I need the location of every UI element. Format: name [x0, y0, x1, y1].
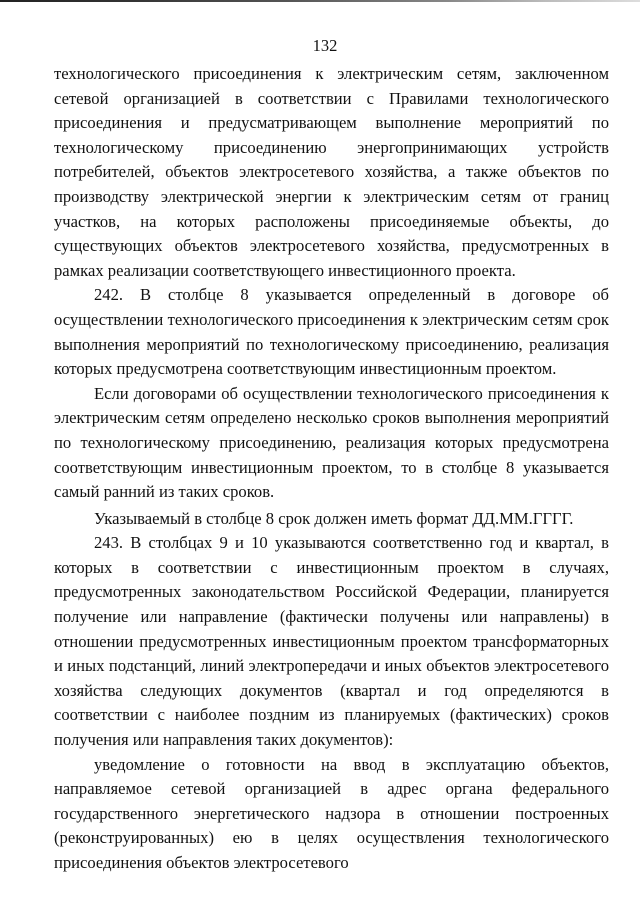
scan-edge-line [0, 0, 640, 2]
paragraph-readiness-notice: уведомление о готовности на ввод в эксплуатацию объектов, направляемое сетевой организацией в адрес органа федерального государственного энергетического надзора в отношении построенных (реконструированных) ею в целях осуществления технологического присоединения объектов электросетевого [54, 754, 609, 872]
paragraph-date-format: Указываемый в столбце 8 срок должен иметь формат ДД.ММ.ГГГГ. [94, 508, 574, 528]
document-body [54, 62, 609, 876]
paragraph-item-243: 243. В столбцах 9 и 10 указываются соответственно год и квартал, в которых в соответствии с инвестиционным проектом в случаях, предусмотренных законодательством Российской Федерации, планируется получение или направление (фактически получены или направлены) в отношении предусмотренных инвестиционным проектом трансформаторных и иных подстанций, линий электропередачи и иных объектов электросетевого хозяйства следующих документов (квартал и год определяются в соответствии с наиболее поздним из планируемых (фактических) сроков получения или направления таких документов): [54, 533, 609, 750]
paragraph-multiple-terms: Если договорами об осуществлении технологического присоединения к электрическим сетям определено несколько сроков выполнения мероприятий по технологическому присоединению, реализация которых предусмотрена соответствующим инвестиционным проектом, то в столбце 8 указывается самый ранний из таких сроков. [54, 383, 609, 502]
page-number: 132 [312, 36, 338, 55]
paragraph-continuation: технологического присоединения к электрическим сетям, заключенном сетевой организацией в соответствии с Правилами технологического присоединения и предусматривающем выполнение мероприятий по технологическому присоединению энергопринимающих устройств потребителей, объектов электросетевого хозяйства, а также объектов по производству электрической энергии к электрическим сетям от границ участков, на которых расположены присоединяемые объекты, до существующих объектов электросетевого хозяйства, предусмотренных в рамках реализации соответствующего инвестиционного проекта. [54, 64, 609, 280]
paragraph-item-242: 242. В столбце 8 указывается определенный в договоре об осуществлении технологического присоединения к электрическим сетям срок выполнения мероприятий по технологическому присоединению, реализация которых предусмотрена соответствующим инвестиционным проектом. [54, 285, 609, 379]
